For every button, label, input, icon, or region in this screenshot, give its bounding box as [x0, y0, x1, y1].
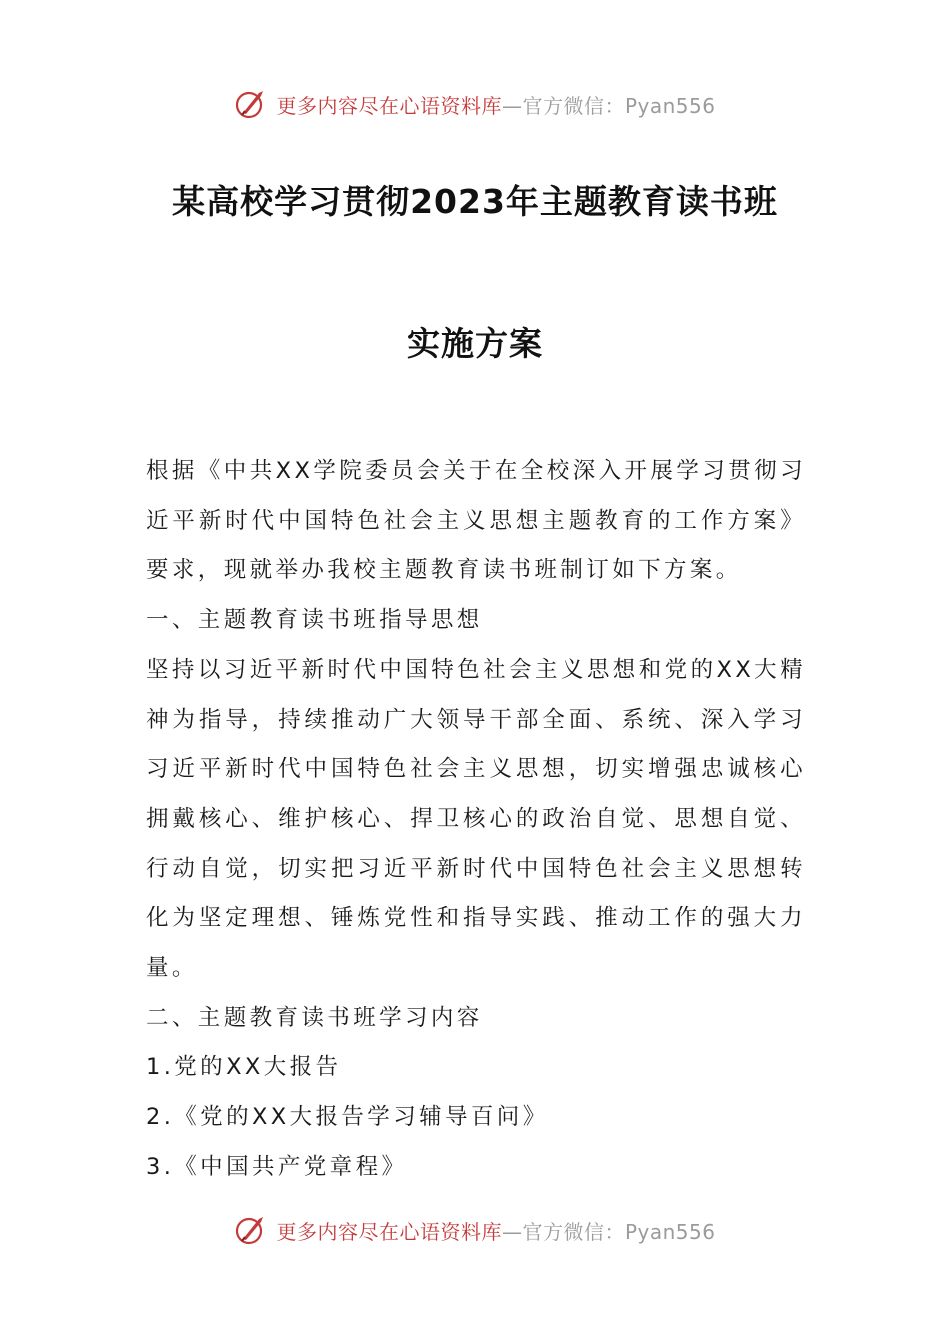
quill-pen-circle-icon — [234, 1213, 268, 1247]
watermark-site-text: 更多内容尽在心语资料库 — [276, 1219, 502, 1244]
watermark-text — [276, 90, 715, 119]
section-heading-study-content: 二、主题教育读书班学习内容 — [146, 1004, 483, 1031]
guiding-ideology-paragraph: 坚持以习近平新时代中国特色社会主义思想和党的XX大精神为指导，持续推动广大领导干部全面、系统、深入学习习近平新时代中国特色社会主义思想，切实增强忠诚核心拥戴核心、维护核心、捍卫核心的政治自觉、思想自觉、行动自觉，切实把习近平新时代中国特色社会主义思想转化为坚定理想、锤炼党性和指导实践、推动工作的强大力量。 — [146, 656, 806, 982]
watermark-site-text: 更多内容尽在心语资料库 — [276, 93, 502, 118]
footer-watermark — [0, 1210, 950, 1250]
study-item: 3.《中国共产党章程》 — [146, 1153, 408, 1180]
watermark-text — [276, 1216, 715, 1245]
section-heading-guiding-ideology: 一、主题教育读书班指导思想 — [146, 607, 483, 634]
watermark-wechat-text: —官方微信：Pyan556 — [501, 93, 716, 118]
document-body — [146, 447, 806, 1193]
quill-pen-circle-icon — [234, 87, 268, 121]
study-item: 1.党的XX大报告 — [146, 1054, 342, 1081]
intro-paragraph: 根据《中共XX学院委员会关于在全校深入开展学习贯彻习近平新时代中国特色社会主义思想主题教育的工作方案》要求，现就举办我校主题教育读书班制订如下方案。 — [146, 458, 806, 584]
study-item: 2.《党的XX大报告学习辅导百问》 — [146, 1104, 549, 1131]
header-watermark — [0, 84, 950, 124]
document-title-line2: 实施方案 — [407, 324, 543, 363]
document-title-line1: 某高校学习贯彻2023年主题教育读书班 — [172, 182, 778, 221]
watermark-wechat-text: —官方微信：Pyan556 — [501, 1219, 716, 1244]
